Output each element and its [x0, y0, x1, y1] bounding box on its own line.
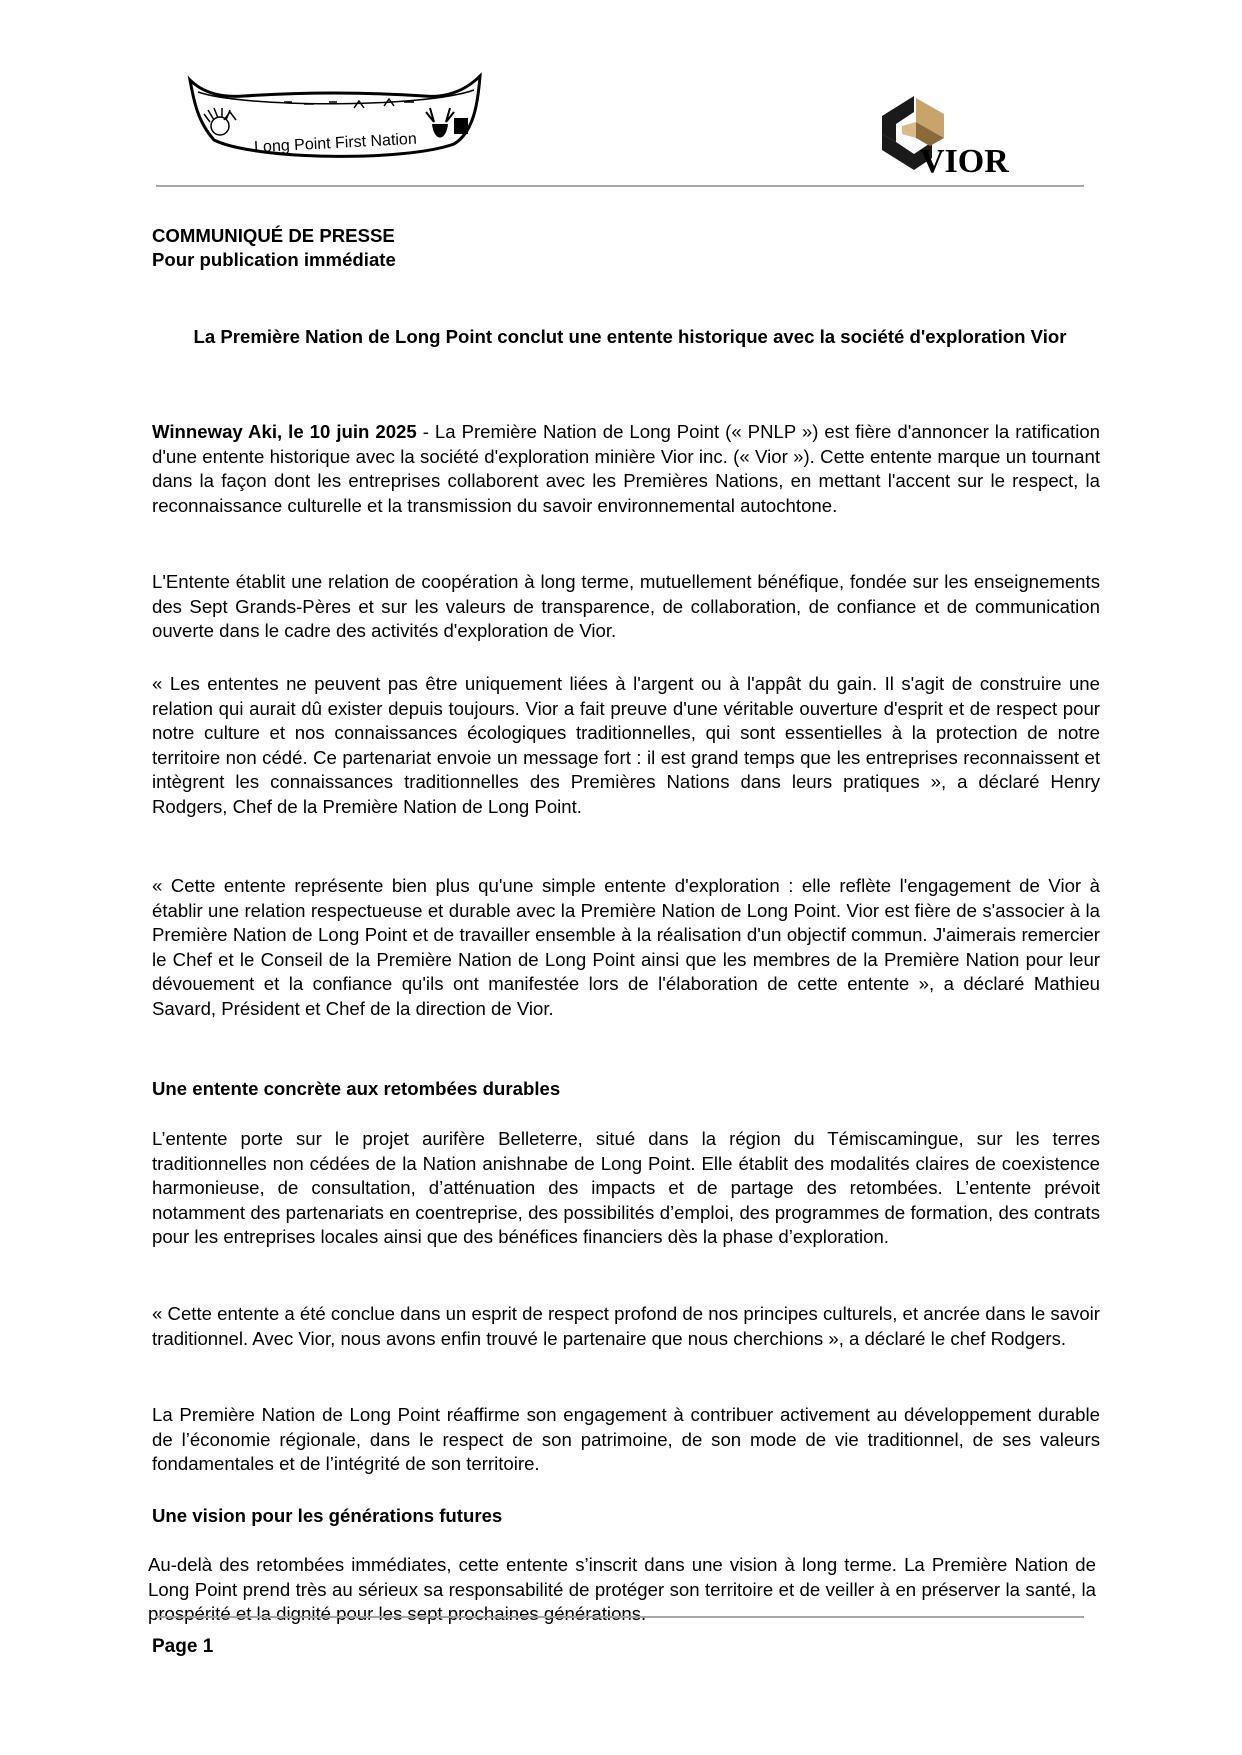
vior-logo-text: VIOR: [920, 143, 1009, 178]
section1-paragraph-2: « Cette entente a été conclue dans un esprit de respect profond de nos principes culturels, et ancrée dans le savoir traditionnel. Avec Vior, nous avons enfin trouvé le partenaire que nous cherchions », a déclaré le chef Rodgers.: [152, 1303, 1100, 1349]
page-number: Page 1: [152, 1636, 214, 1657]
footer-divider: [156, 1616, 1084, 1618]
header-divider: [156, 185, 1084, 187]
section1-paragraph-1: L’entente porte sur le projet aurifère Belleterre, situé dans la région du Témiscamingue, sur les terres traditionnelles non cédées de la Nation anishnabe de Long Point. Elle établit des modalités claires de coexistence harmonieuse, de consultation, d’atténuation des impacts et de partage des retombées. L’entente prévoit notamment des partenariats en coentreprise, des possibilités d’emploi, des programmes de formation, des contrats pour les entreprises locales ainsi que des bénéfices financiers dès la phase d’exploration.: [152, 1128, 1100, 1248]
lpfn-logo-text: Long Point First Nation: [253, 130, 418, 157]
dateline: Winneway Aki, le 10 juin 2025: [152, 421, 417, 442]
moose-icon: [426, 108, 468, 138]
section-heading-1: Une entente concrète aux retombées durables: [152, 1078, 561, 1099]
section2-paragraph-1: Au-delà des retombées immédiates, cette entente s’inscrit dans une vision à long terme. La Première Nation de Long Point prend très au sérieux sa responsabilité de protéger son territoire et de veiller à en préserver la santé, la prospérité et la dignité pour les sept prochaines générations.: [148, 1554, 1096, 1625]
quote-paragraph-chief: « Les ententes ne peuvent pas être uniquement liées à l'argent ou à l'appât du gain. Il s'agit de construire une relation qui aurait dû exister depuis toujours. Vior a fait preuve d'une véritable ouverture d'esprit et de respect pour notre culture et nos connaissances écologiques traditionnelles, qui sont essentielles à la protection de notre territoire non cédé. Ce partenariat envoie un message fort : il est grand temps que les entreprises reconnaissent et intègrent les connaissances traditionnelles des Premières Nations dans leurs pratiques », a déclaré Henry Rodgers, Chef de la Première Nation de Long Point.: [152, 673, 1100, 817]
press-release-label: COMMUNIQUÉ DE PRESSE: [152, 225, 395, 246]
headline: La Première Nation de Long Point conclut une entente historique avec la société d'exploration Vior: [193, 326, 1067, 347]
body-paragraph-2: L'Entente établit une relation de coopération à long terme, mutuellement bénéfique, fondée sur les enseignements des Sept Grands-Pères et sur les valeurs de transparence, de collaboration, de confiance et de communication ouverte dans le cadre des activités d'exploration de Vior.: [152, 571, 1100, 642]
quote-paragraph-ceo: « Cette entente représente bien plus qu'une simple entente d'exploration : elle reflète l'engagement de Vior à établir une relation respectueuse et durable avec la Première Nation de Long Point. Vior est fière de s'associer à la Première Nation de Long Point et de travailler ensemble à la réalisation d'un objectif commun. J'aimerais remercier le Chef et le Conseil de la Première Nation de Long Point ainsi que les membres de la Première Nation pour leur dévouement et la confiance qu'ils ont manifestée lors de l'élaboration de cette entente », a déclaré Mathieu Savard, Président et Chef de la direction de Vior.: [152, 875, 1100, 1019]
vior-logo: [862, 86, 1050, 178]
section-heading-2: Une vision pour les générations futures: [152, 1505, 503, 1526]
long-point-first-nation-logo: [184, 62, 484, 172]
body-paragraph-1: Winneway Aki, le 10 juin 2025 - La Première Nation de Long Point (« PNLP ») est fière d'annoncer la ratification d'une entente historique avec la société d'exploration minière Vior inc. (« Vior »). Cette entente marque un tournant dans la façon dont les entreprises collaborent avec les Premières Nations, en mettant l'accent sur le respect, la reconnaissance culturelle et la transmission du savoir environnemental autochtone.: [152, 421, 1101, 516]
section1-paragraph-3: La Première Nation de Long Point réaffirme son engagement à contribuer activement au développement durable de l’économie régionale, dans le respect de son patrimoine, de son mode de vie traditionnel, de ses valeurs fondamentales et de l’intégrité de son territoire.: [152, 1404, 1100, 1475]
publication-label: Pour publication immédiate: [152, 249, 396, 270]
